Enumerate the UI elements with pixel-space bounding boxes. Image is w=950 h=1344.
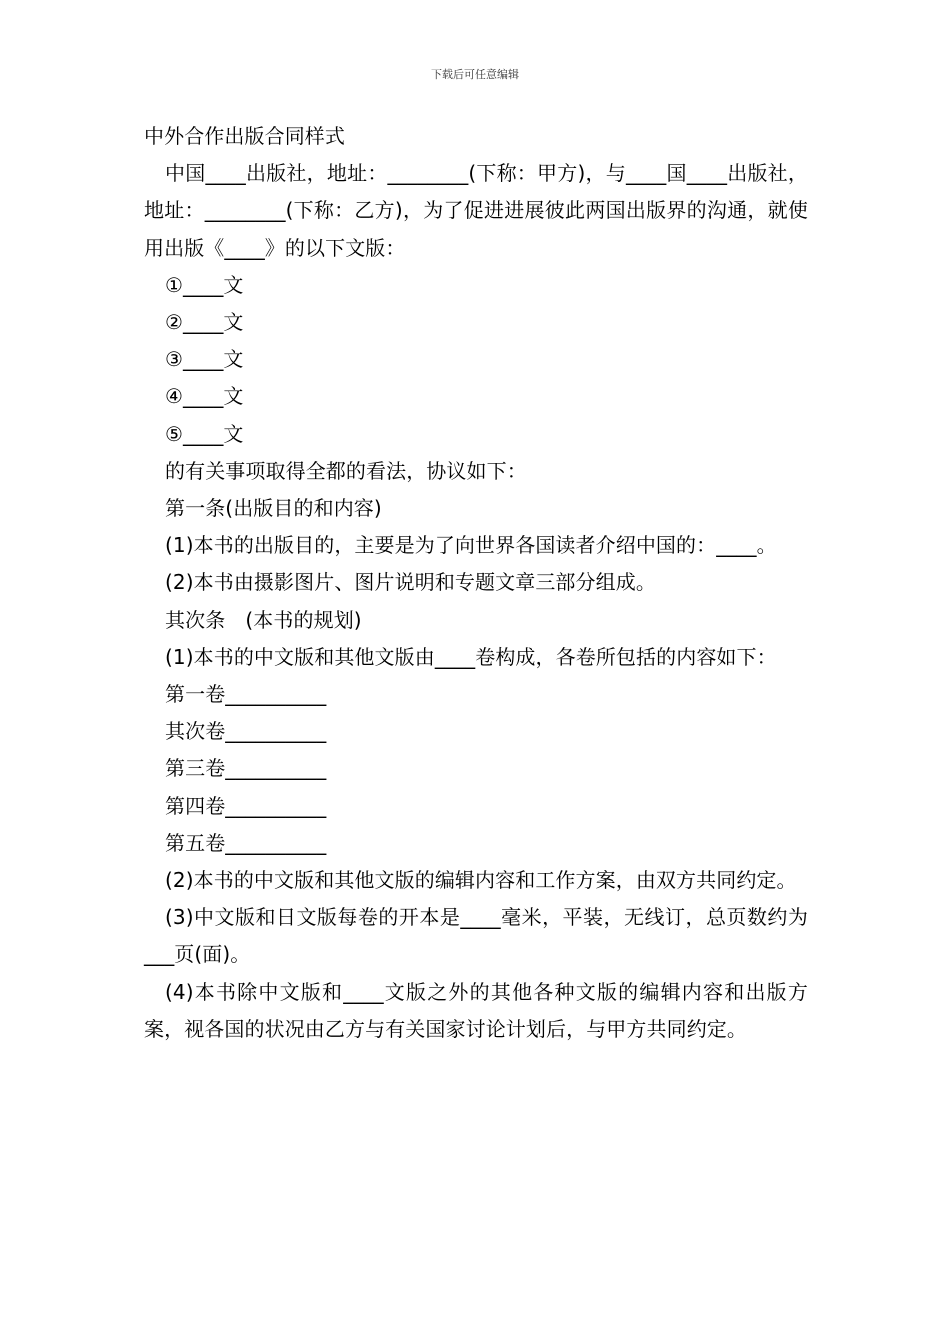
edition-item-2: ②____文: [165, 310, 244, 335]
article-2-clause-1: (1)本书的中文版和其他文版由____卷构成，各卷所包括的内容如下：: [165, 644, 777, 669]
volume-line-5: 第五卷__________: [165, 830, 327, 855]
preamble-paragraph: 中国____出版社，地址：________(下称：甲方)，与____国____出版社，地址：________(下称：乙方)，为了促进进展彼此两国出版界的沟通，就使用出版《____》的以下文版：: [144, 161, 808, 260]
article-1-clause-2: (2)本书由摄影图片、图片说明和专题文章三部分组成。: [165, 570, 656, 595]
article-2-clause-3: (3)中文版和日文版每卷的开本是____毫米，平装，无线订，总页数约为___页(面)。: [144, 905, 808, 967]
agreement-intro: 的有关事项取得全都的看法，协议如下：: [165, 458, 527, 483]
article-1-heading: 第一条(出版目的和内容): [165, 496, 382, 521]
volume-line-3: 第三卷__________: [165, 756, 327, 781]
article-2-clause-2: (2)本书的中文版和其他文版的编辑内容和工作方案，由双方共同约定。: [165, 868, 797, 893]
edition-item-5: ⑤____文: [165, 421, 244, 446]
volume-line-1: 第一卷__________: [165, 682, 327, 707]
page-header-note: 下载后可任意编辑: [431, 68, 519, 81]
edition-item-4: ④____文: [165, 384, 244, 409]
article-2-clause-4: (4)本书除中文版和____文版之外的其他各种文版的编辑内容和出版方案，视各国的状况由乙方与有关国家讨论计划后，与甲方共同约定。: [144, 979, 808, 1041]
volume-line-4: 第四卷__________: [165, 793, 327, 818]
volume-line-2: 其次卷__________: [165, 719, 327, 744]
edition-item-1: ①____文: [165, 272, 244, 297]
article-1-clause-1: (1)本书的出版目的，主要是为了向世界各国读者介绍中国的：____。: [165, 533, 777, 558]
article-2-heading: 其次条 (本书的规划): [165, 607, 362, 632]
edition-item-3: ③____文: [165, 347, 244, 372]
document-title: 中外合作出版合同样式: [144, 124, 345, 148]
document-body: [144, 118, 808, 1048]
